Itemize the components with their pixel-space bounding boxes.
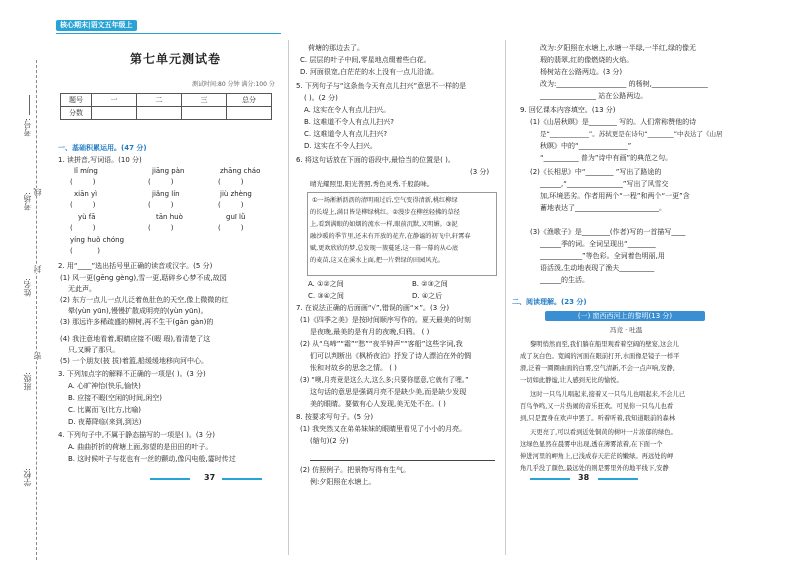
q9-item: 语活泼,生动地表现了渔夫__________	[540, 264, 655, 272]
question-2: 2. 用“____”选出括号里正确的读音或汉字。(5 分)	[58, 262, 213, 270]
q9-item: 蓄地表达了________________________。	[540, 204, 666, 212]
pinyin: guī lǜ	[226, 213, 246, 221]
score-header: 二	[137, 94, 182, 107]
score-table-header-row	[61, 94, 272, 107]
question-7: 7. 在说法正确的后面画“√”,错误的画“×”。(3 分)	[296, 304, 450, 312]
q2-item: (2) 东方一点儿一点儿泛着鱼肚色的天空,像上微微的红	[60, 296, 229, 304]
question-6-score: (3 分)	[470, 168, 490, 176]
q2-item: 只,又瞬了那只。	[68, 346, 120, 354]
q2-item: (1) 风一更(gēng gèng),雪一更,聒碎乡心梦不成,故园	[60, 274, 227, 282]
cut-line	[36, 60, 37, 560]
q9-item: (2)《长相思》中“________ ”写出了路途的	[530, 168, 662, 176]
quote-line: 上,看到满眼的如烟的流水一样,眼前沉默,又明媚。③泥	[310, 221, 458, 228]
pinyin: zhāng cháo	[220, 167, 261, 175]
q6-option[interactable]: C. ③④之间	[308, 292, 344, 300]
q7-item: 美的眼睛。要做有心人发现,美无处不在。( )	[310, 400, 446, 408]
column-divider	[505, 40, 506, 555]
question-9: 9. 回忆课本内容填空。(13 分)	[520, 106, 616, 114]
answer-box-row[interactable]: ( )	[70, 178, 96, 186]
page-number-bar	[530, 478, 570, 480]
q9-item: “__________ 普为”诗中有画”的典范之句。	[540, 154, 673, 162]
pinyin: lǐ míng	[74, 167, 98, 175]
q7-item: (3) “噢,月亮竟是这么大,这么多;只要你愿意,它就有了哩。”	[300, 376, 469, 384]
score-header: 三	[182, 94, 227, 107]
q3-option[interactable]: A. 心旷神怡(快乐,愉快)	[68, 382, 141, 390]
q7-item: 这句话的意思是强调月亮不是缺少美,而是缺少发现	[310, 388, 467, 396]
quote-line: 的长堤上,满目皆是柳绿桃红。②漫步在柳丝轻拂的草径	[310, 209, 460, 216]
page-number-bar	[222, 478, 262, 480]
q7-item: 是夜晚,最美的是有月的夜晚,归鸦。 ( )	[310, 328, 430, 336]
pinyin: tān huò	[156, 213, 183, 221]
col2-line: D. 河面很宽,白茫茫的水上没有一点儿沿渣。	[300, 68, 439, 76]
q3-option[interactable]: C. 比翼而飞(比方,比喻)	[68, 406, 142, 414]
score-cell[interactable]	[137, 107, 182, 120]
q3-option[interactable]: D. 夜幕降临(来到,到达)	[68, 418, 142, 426]
page-number-left: 37	[204, 473, 216, 482]
margin-label-school: 学校:	[23, 468, 32, 487]
pinyin: jiāng pàn	[152, 167, 185, 175]
q5-option[interactable]: D. 这实在不令人扫兴。	[304, 142, 377, 150]
margin-fill-line	[29, 95, 30, 115]
reading-line: 百鸟争鸣,又一片热闹的音乐狂欢。可见你一只鸟儿也看	[520, 403, 674, 410]
col3-line: 改为:____________________ 的杨树,________________	[540, 80, 708, 88]
page-number-right: 38	[578, 473, 590, 482]
q6-option[interactable]: D. ④之后	[412, 292, 443, 300]
score-header: 题号	[61, 94, 92, 107]
q8-item: (1) 我突然又在弟弟妹妹的眼睛里看见了小小的月亮。	[300, 425, 467, 433]
binding-margin	[0, 0, 50, 585]
margin-label-class: 班级:	[23, 372, 32, 391]
q9-item: (3)《渔歌子》是________(作者)写的一首描写____	[530, 228, 686, 236]
question-4: 4. 下列句子中,不属于静态描写的一项是( )。(3 分)	[58, 431, 215, 439]
reading-line: 滑,泛着一圈圈曲面的白雾,空气清新,不会一点声响,安静,	[520, 365, 675, 372]
answer-box-row[interactable]: ( )	[70, 224, 96, 232]
col3-line: 瑕的翡翠,红的像燃烧的火焰。	[540, 56, 634, 64]
q9-item: 秋暝》中的“______________”	[540, 142, 632, 150]
answer-box-row[interactable]: ( )	[148, 224, 174, 232]
pinyin: xiān yì	[74, 190, 98, 198]
col3-line: 改为:夕阳照在水塘上,水塘一半绿,一半红,绿的像无	[540, 44, 697, 52]
score-header: 一	[92, 94, 137, 107]
q6-option[interactable]: A. ①②之间	[308, 280, 344, 288]
quote-line: 赋,更欢欣欣的梦,总发现一簇蔓延,这一幕一幕的从心底	[310, 245, 459, 252]
reading-line: 黎明悄然而至,我们躺在船里观看着空阔的壁宴,这会儿	[530, 341, 679, 348]
reading-line: 伸进河里的岬角上,已浅成春天茫茫的嫩绿。再远处的岬	[520, 453, 674, 460]
answer-box-row[interactable]: ( )	[218, 224, 244, 232]
q9-item: (1)《山居秋暝》是________ 写的。人们常称赞他的诗	[530, 118, 697, 126]
brand-badge: 核心期末|语文五年级上	[56, 20, 137, 31]
score-table	[60, 93, 272, 120]
q8-item: (缩句)(2 分)	[310, 437, 349, 445]
page-number-bar	[598, 478, 638, 480]
question-8: 8. 按要求写句子。(5 分)	[296, 413, 374, 421]
q9-item: ______,“________________”写出了风雪交	[540, 180, 669, 188]
q4-option[interactable]: B. 这时候叶子与花也有一丝的颤动,像闪电般,霎时传过	[68, 455, 236, 463]
margin-label-exam-room: 考场:	[23, 192, 32, 211]
q2-item: 晕(yùn yūn),慢慢扩散成明亮的(yùn yūn)。	[68, 307, 208, 315]
col2-line: C. 层层的叶子中间,零星地点缀着些白花。	[300, 56, 431, 64]
margin-mark-seal: 封	[33, 265, 42, 273]
question-5-score: ( )。(2 分)	[304, 94, 338, 102]
quote-line: ①一场淅淅沥沥的清明雨过后,空气变得清新,桃红柳绿	[312, 197, 458, 204]
subject-name: 语文五年级上	[90, 21, 133, 29]
answer-box-row[interactable]: ( )	[218, 201, 244, 209]
q3-option[interactable]: B. 应接不暇(空闲的时间,闲空)	[68, 394, 162, 402]
pinyin: jiù zhèng	[220, 190, 252, 198]
col2-line: 荷塘的那边去了。	[308, 44, 364, 52]
quote-line: 融沙暖的季节里,还未有开放的花卉,在静谧的初飞中,轩霄春	[310, 233, 471, 240]
q5-option[interactable]: B. 这难道不令人有点儿扫兴?	[304, 118, 394, 126]
margin-mark-secret: 密	[33, 352, 42, 360]
q9-item: 加,环境恶劣。作者用两个“一程”和两个“一更”含	[540, 192, 690, 200]
reading-title-banner: (一) 窗西西河上的黎明(13 分)	[545, 311, 705, 321]
q2-item: (5) 一个朋友(披 拔)着篮,船缓缓地移向河中心。	[60, 357, 209, 365]
q5-option[interactable]: A. 这实在令人有点儿扫兴。	[304, 106, 391, 114]
question-6: 6. 将这句话放在下面的语段中,最恰当的位置是( )。	[296, 156, 455, 164]
q9-item: 是“____________”。苏轼更是在诗句“________”中表达了《山居	[540, 130, 723, 138]
q9-item: ______季的词。全词呈现出“________	[540, 240, 656, 248]
score-cell[interactable]	[227, 107, 272, 120]
quote-line: 的麦苗,这又在溪水上面,把一片碧绿的田园风光。	[310, 257, 444, 264]
reading-author: 冯竞 · 吐温	[610, 326, 643, 334]
reading-line: 成了灰白色。宽阔的河面在眼前打开,水面像是镜子一样平	[520, 353, 680, 360]
reading-line: 天更亮了,可以看到近处铜黄的树叶一片浓郁的绿色。	[530, 429, 677, 436]
pinyin: yíng huǒ chóng	[70, 236, 125, 244]
q8-item: (2) 仿照例子。把景物写得有生气。	[300, 466, 411, 474]
reading-line: 这时一只鸟儿唱起来,接着又一只鸟儿也唱起来,不会儿已	[530, 391, 686, 398]
q7-item: 怅和对故乡的思念之情。 ( )	[310, 364, 397, 372]
score-table-row	[61, 107, 272, 120]
q7-item: (2) 从“乌啼”“霜”“愁”“夜半钟声”“客船”这些字词,我	[300, 340, 463, 348]
q9-item: ______的生活。	[540, 276, 589, 284]
reading-line: 到,只是置身在欢声中罢了。听着听着,我知道眼前的森林	[520, 415, 676, 422]
column-divider	[288, 40, 289, 555]
answer-box-row[interactable]: ( )	[70, 247, 100, 255]
q6-sentence: 晴光耀照里,阳光普照,秀色灵秀,千般韵味。	[310, 180, 434, 188]
score-row-label: 分数	[61, 107, 92, 120]
answer-box-row[interactable]: ( )	[148, 178, 174, 186]
question-1: 1. 读拼音,写词语。(10 分)	[58, 156, 142, 164]
pinyin: yù fā	[78, 213, 96, 221]
col3-line: 杨树站在公路两边。(3 分)	[540, 68, 623, 76]
question-3: 3. 下列加点字的解释不正确的一项是( )。(3 分)	[58, 370, 206, 378]
margin-label-name: 姓名:	[23, 278, 32, 297]
answer-box-row[interactable]: ( )	[70, 201, 96, 209]
reading-line: 一切如此静谧,让人感到无比的愉悦。	[520, 377, 623, 384]
test-meta: 测试时间:80 分钟 满分:100 分	[192, 81, 275, 88]
q2-item: 无此声。	[68, 285, 96, 293]
score-header: 总分	[227, 94, 272, 107]
answer-box-row[interactable]: ( )	[218, 178, 244, 186]
section-one-heading: 一、基础积累运用。(47 分)	[58, 144, 147, 152]
q2-item: (4) 我注意地看着,眼睛应接不(暇 瑕),看清楚了这	[60, 335, 211, 343]
page-number-bar	[150, 478, 190, 480]
page-title: 第七单元测试卷	[130, 52, 222, 66]
answer-box-row[interactable]: ( )	[148, 201, 174, 209]
reading-line: 角几乎没了颜色,最远处的则是雾里外的地平线下,安静	[520, 465, 669, 472]
brand-name: 核心期末	[60, 21, 88, 29]
q4-option[interactable]: A. 曲曲折折的荷塘上面,弥望的是田田的叶子。	[68, 443, 213, 451]
margin-mark-line: 线	[33, 188, 42, 196]
margin-label-exam-number: 考号:	[23, 118, 32, 137]
col3-line: ________________ 站在公路两边。	[540, 92, 648, 100]
q2-item: (3) 那远许多稀疏盛的柳树,再不生干(gān gàn)的	[60, 318, 214, 326]
answer-line[interactable]	[310, 460, 495, 461]
q6-option[interactable]: B. ②③之间	[412, 280, 448, 288]
header-rule	[56, 33, 281, 34]
reading-line: 这绿色显然在晨雾中出现,透在薄雾浓着,在下面一个	[520, 441, 663, 448]
question-5: 5. 下列句子与“这条鱼今天有点儿扫兴”意思不一样的是	[296, 82, 467, 90]
score-cell[interactable]	[182, 107, 227, 120]
q8-item: 例:夕阳照在水塘上。	[310, 478, 376, 486]
q5-option[interactable]: C. 这难道令人有点儿扫兴?	[304, 130, 388, 138]
q9-item: ____________”等色彩。全词着色明丽,用	[540, 252, 665, 260]
pinyin: jiǎng lín	[152, 190, 180, 198]
q7-item: 们可以判断出《枫桥夜泊》抒发了诗人漂泊在外的惆	[310, 352, 471, 360]
section-two-heading: 二、阅读理解。(23 分)	[512, 298, 587, 306]
score-cell[interactable]	[92, 107, 137, 120]
q7-item: (1)《四季之美》是按时间顺序写作的。夏天最美的时刻	[300, 316, 471, 324]
